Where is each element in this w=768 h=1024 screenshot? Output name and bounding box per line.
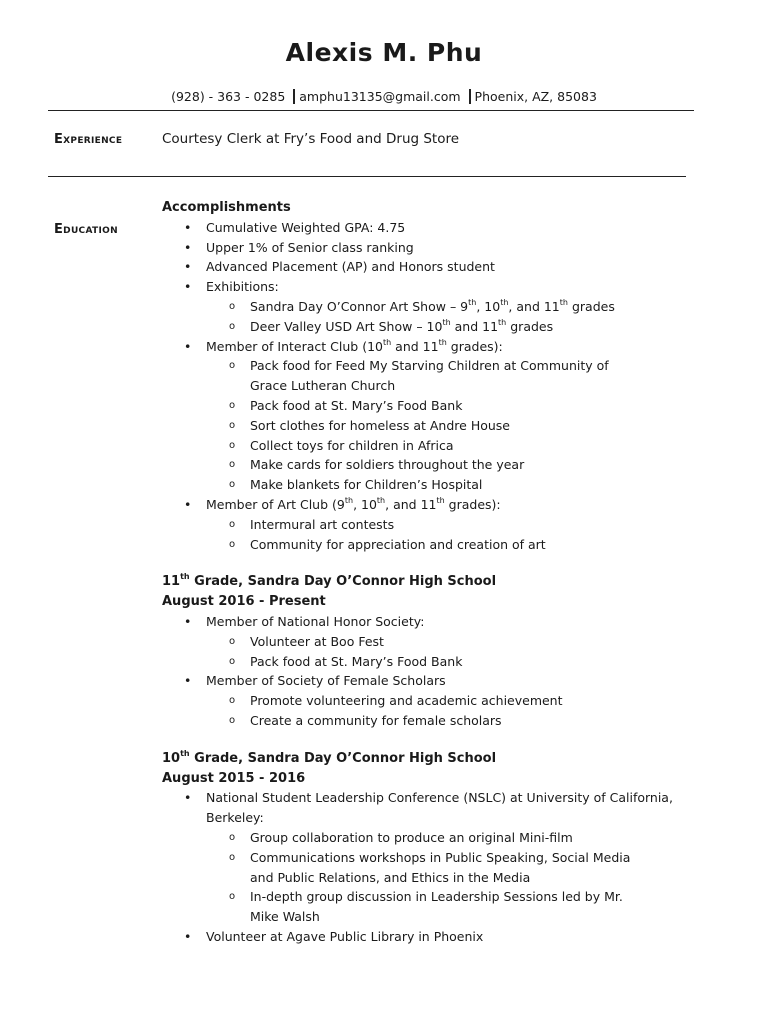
email-address: amphu13135@gmail.com <box>299 89 461 104</box>
superscript: th <box>438 337 447 347</box>
text: and 11 <box>450 318 499 334</box>
superscript: th <box>500 297 509 307</box>
list-item <box>206 297 722 317</box>
list-item: o Communications workshops in Public Speaking, Social Media and Public Relations, and Ethics in the Media <box>206 848 646 888</box>
contact-line <box>0 89 768 104</box>
list-item: o In-depth group discussion in Leadership Sessions led by Mr. Mike Walsh <box>206 887 646 927</box>
superscript: th <box>180 572 190 582</box>
list-item: • Cumulative Weighted GPA: 4.75 <box>162 218 722 238</box>
grade10-heading <box>162 749 722 769</box>
text: grades <box>567 298 615 314</box>
text: Sandra Day O’Connor Art Show – 9 <box>250 298 469 314</box>
superscript: th <box>559 297 568 307</box>
superscript: th <box>376 495 386 505</box>
list-item: o Community for appreciation and creation of art <box>206 535 722 555</box>
education-label: Education <box>54 222 118 237</box>
accomplishments-list <box>162 218 722 555</box>
experience-label: Experience <box>54 132 123 147</box>
text: Member of Art Club (9 <box>206 496 345 512</box>
list-item: o Make blankets for Children’s Hospital <box>206 475 646 495</box>
text: grades <box>506 318 554 334</box>
list-item: o Sort clothes for homeless at Andre House <box>206 416 646 436</box>
text: Grade, Sandra Day O’Connor High School <box>189 750 497 766</box>
superscript: th <box>382 337 392 347</box>
section-divider <box>48 176 686 177</box>
text: 11 <box>162 574 181 590</box>
superscript: th <box>468 297 477 307</box>
text: and 11 <box>391 338 439 354</box>
list-item: o Group collaboration to produce an original Mini-film <box>206 828 646 848</box>
list-item <box>162 277 722 336</box>
accomplishments-heading: Accomplishments <box>162 200 291 215</box>
text: Deer Valley USD Art Show – 10 <box>250 318 443 334</box>
list-item: o Collect toys for children in Africa <box>206 436 646 456</box>
text: , and 11 <box>508 298 560 314</box>
superscript: th <box>436 495 445 505</box>
list-item: • Upper 1% of Senior class ranking <box>162 238 722 258</box>
text: National Student Leadership Conference (NSLC) at University of California, Berkeley: <box>206 790 673 826</box>
superscript: th <box>442 317 451 327</box>
list-item <box>162 337 722 495</box>
list-item: o Intermural art contests <box>206 515 722 535</box>
separator-bar <box>293 89 295 104</box>
education-content <box>162 198 722 947</box>
superscript: th <box>498 317 507 327</box>
grade10-dates: August 2015 - 2016 <box>162 770 306 786</box>
list-item <box>162 671 722 730</box>
location: Phoenix, AZ, 85083 <box>474 89 597 104</box>
superscript: th <box>180 748 190 758</box>
text: Grade, Sandra Day O’Connor High School <box>189 574 497 590</box>
grade11-heading <box>162 572 722 592</box>
phone-number: (928) - 363 - 0285 <box>171 89 286 104</box>
list-item: • Volunteer at Agave Public Library in Phoenix <box>162 927 682 947</box>
exhibitions-label: Exhibitions: <box>206 279 279 295</box>
header-divider <box>48 110 694 111</box>
text: grades): <box>444 496 501 512</box>
text: Member of National Honor Society: <box>206 613 425 629</box>
list-item <box>162 495 722 554</box>
grade10-list <box>162 788 682 946</box>
text: 10 <box>162 750 181 766</box>
text: , 10 <box>353 496 377 512</box>
grade11-list <box>162 612 722 731</box>
list-item: o Pack food at St. Mary’s Food Bank <box>206 396 646 416</box>
experience-text: Courtesy Clerk at Fry’s Food and Drug Store <box>162 131 460 147</box>
text: Member of Society of Female Scholars <box>206 673 446 689</box>
text: , and 11 <box>385 496 437 512</box>
list-item: o Make cards for soldiers throughout the year <box>206 455 646 475</box>
text: , 10 <box>476 298 501 314</box>
list-item: o Volunteer at Boo Fest <box>206 632 722 652</box>
list-item <box>206 317 722 337</box>
list-item: o Create a community for female scholars <box>206 711 722 731</box>
separator-bar <box>469 89 471 104</box>
superscript: th <box>344 495 354 505</box>
list-item: o Promote volunteering and academic achievement <box>206 691 722 711</box>
list-item: o Pack food for Feed My Starving Children at Community of Grace Lutheran Church <box>206 356 646 396</box>
resume-name: Alexis M. Phu <box>285 38 483 67</box>
list-item <box>162 612 722 671</box>
list-item: o Pack food at St. Mary’s Food Bank <box>206 652 722 672</box>
list-item <box>162 788 682 927</box>
text: grades): <box>446 338 503 354</box>
grade11-dates: August 2016 - Present <box>162 594 326 610</box>
list-item: • Advanced Placement (AP) and Honors student <box>162 257 722 277</box>
text: Member of Interact Club (10 <box>206 338 383 354</box>
